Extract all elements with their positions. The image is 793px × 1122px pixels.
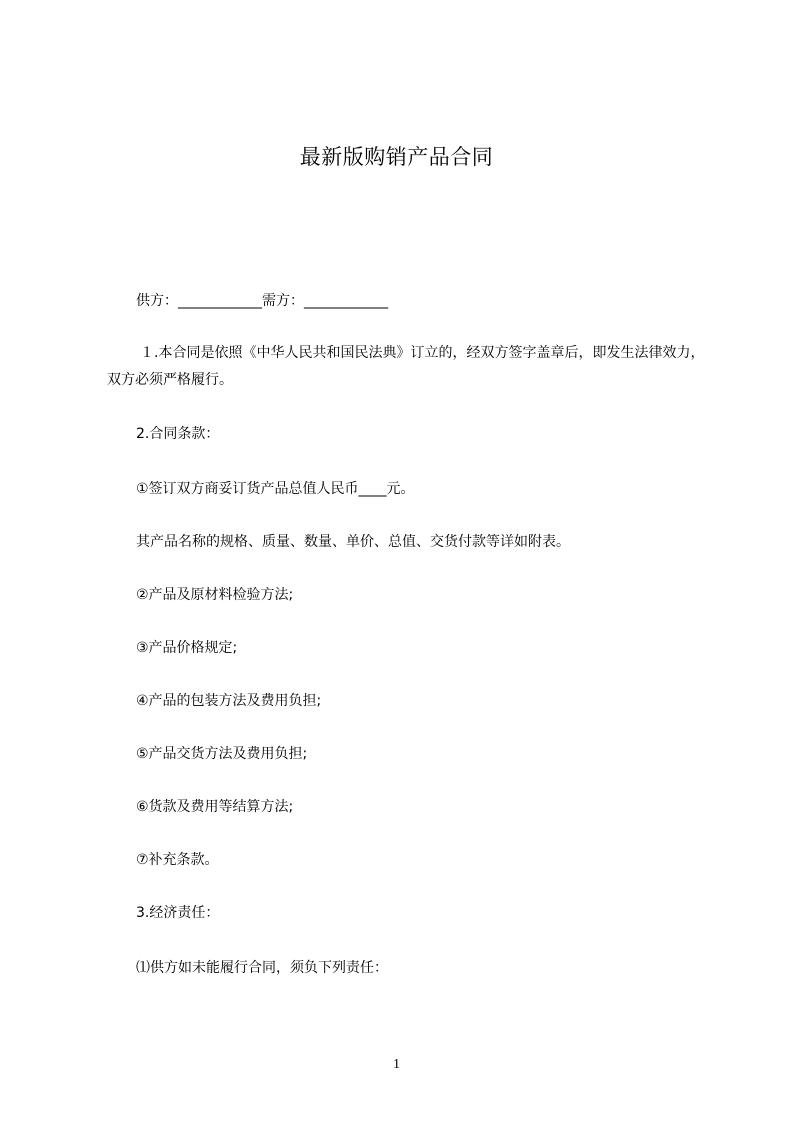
page-number: 1 bbox=[393, 1057, 400, 1072]
clause-2-item-4: ④产品的包装方法及费用负担; bbox=[136, 693, 322, 709]
clause-2-item-5: ⑤产品交货方法及费用负担; bbox=[136, 746, 308, 762]
clause-2-item-2: ②产品及原材料检验方法; bbox=[136, 587, 294, 603]
clause-2-item-1-detail: 其产品名称的规格、质量、数量、单价、总值、交货付款等详如附表。 bbox=[136, 534, 570, 550]
clause-2-item-6: ⑥货款及费用等结算方法; bbox=[136, 799, 294, 815]
clause-1-text: １.本合同是依照《中华人民共和国民法典》订立的，经双方签字盖章后，即发生法律效力，双方必须严格履行。 bbox=[107, 345, 705, 388]
clause-3-heading: 3.经济责任： bbox=[136, 905, 220, 921]
clause-3-sub-1: ⑴供方如未能履行合同，须负下列责任： bbox=[136, 960, 388, 976]
clause-2-item-3: ③产品价格规定; bbox=[136, 640, 238, 656]
clause-2-item-7: ⑦补充条款。 bbox=[136, 852, 219, 868]
clause-2-heading: 2.合同条款： bbox=[136, 426, 220, 442]
parties-line: 供方：____________需方：____________ bbox=[136, 293, 388, 309]
document-title: 最新版购销产品合同 bbox=[299, 145, 494, 169]
clause-2-item-1: ①签订双方商妥订货产品总值人民币____元。 bbox=[136, 481, 415, 497]
